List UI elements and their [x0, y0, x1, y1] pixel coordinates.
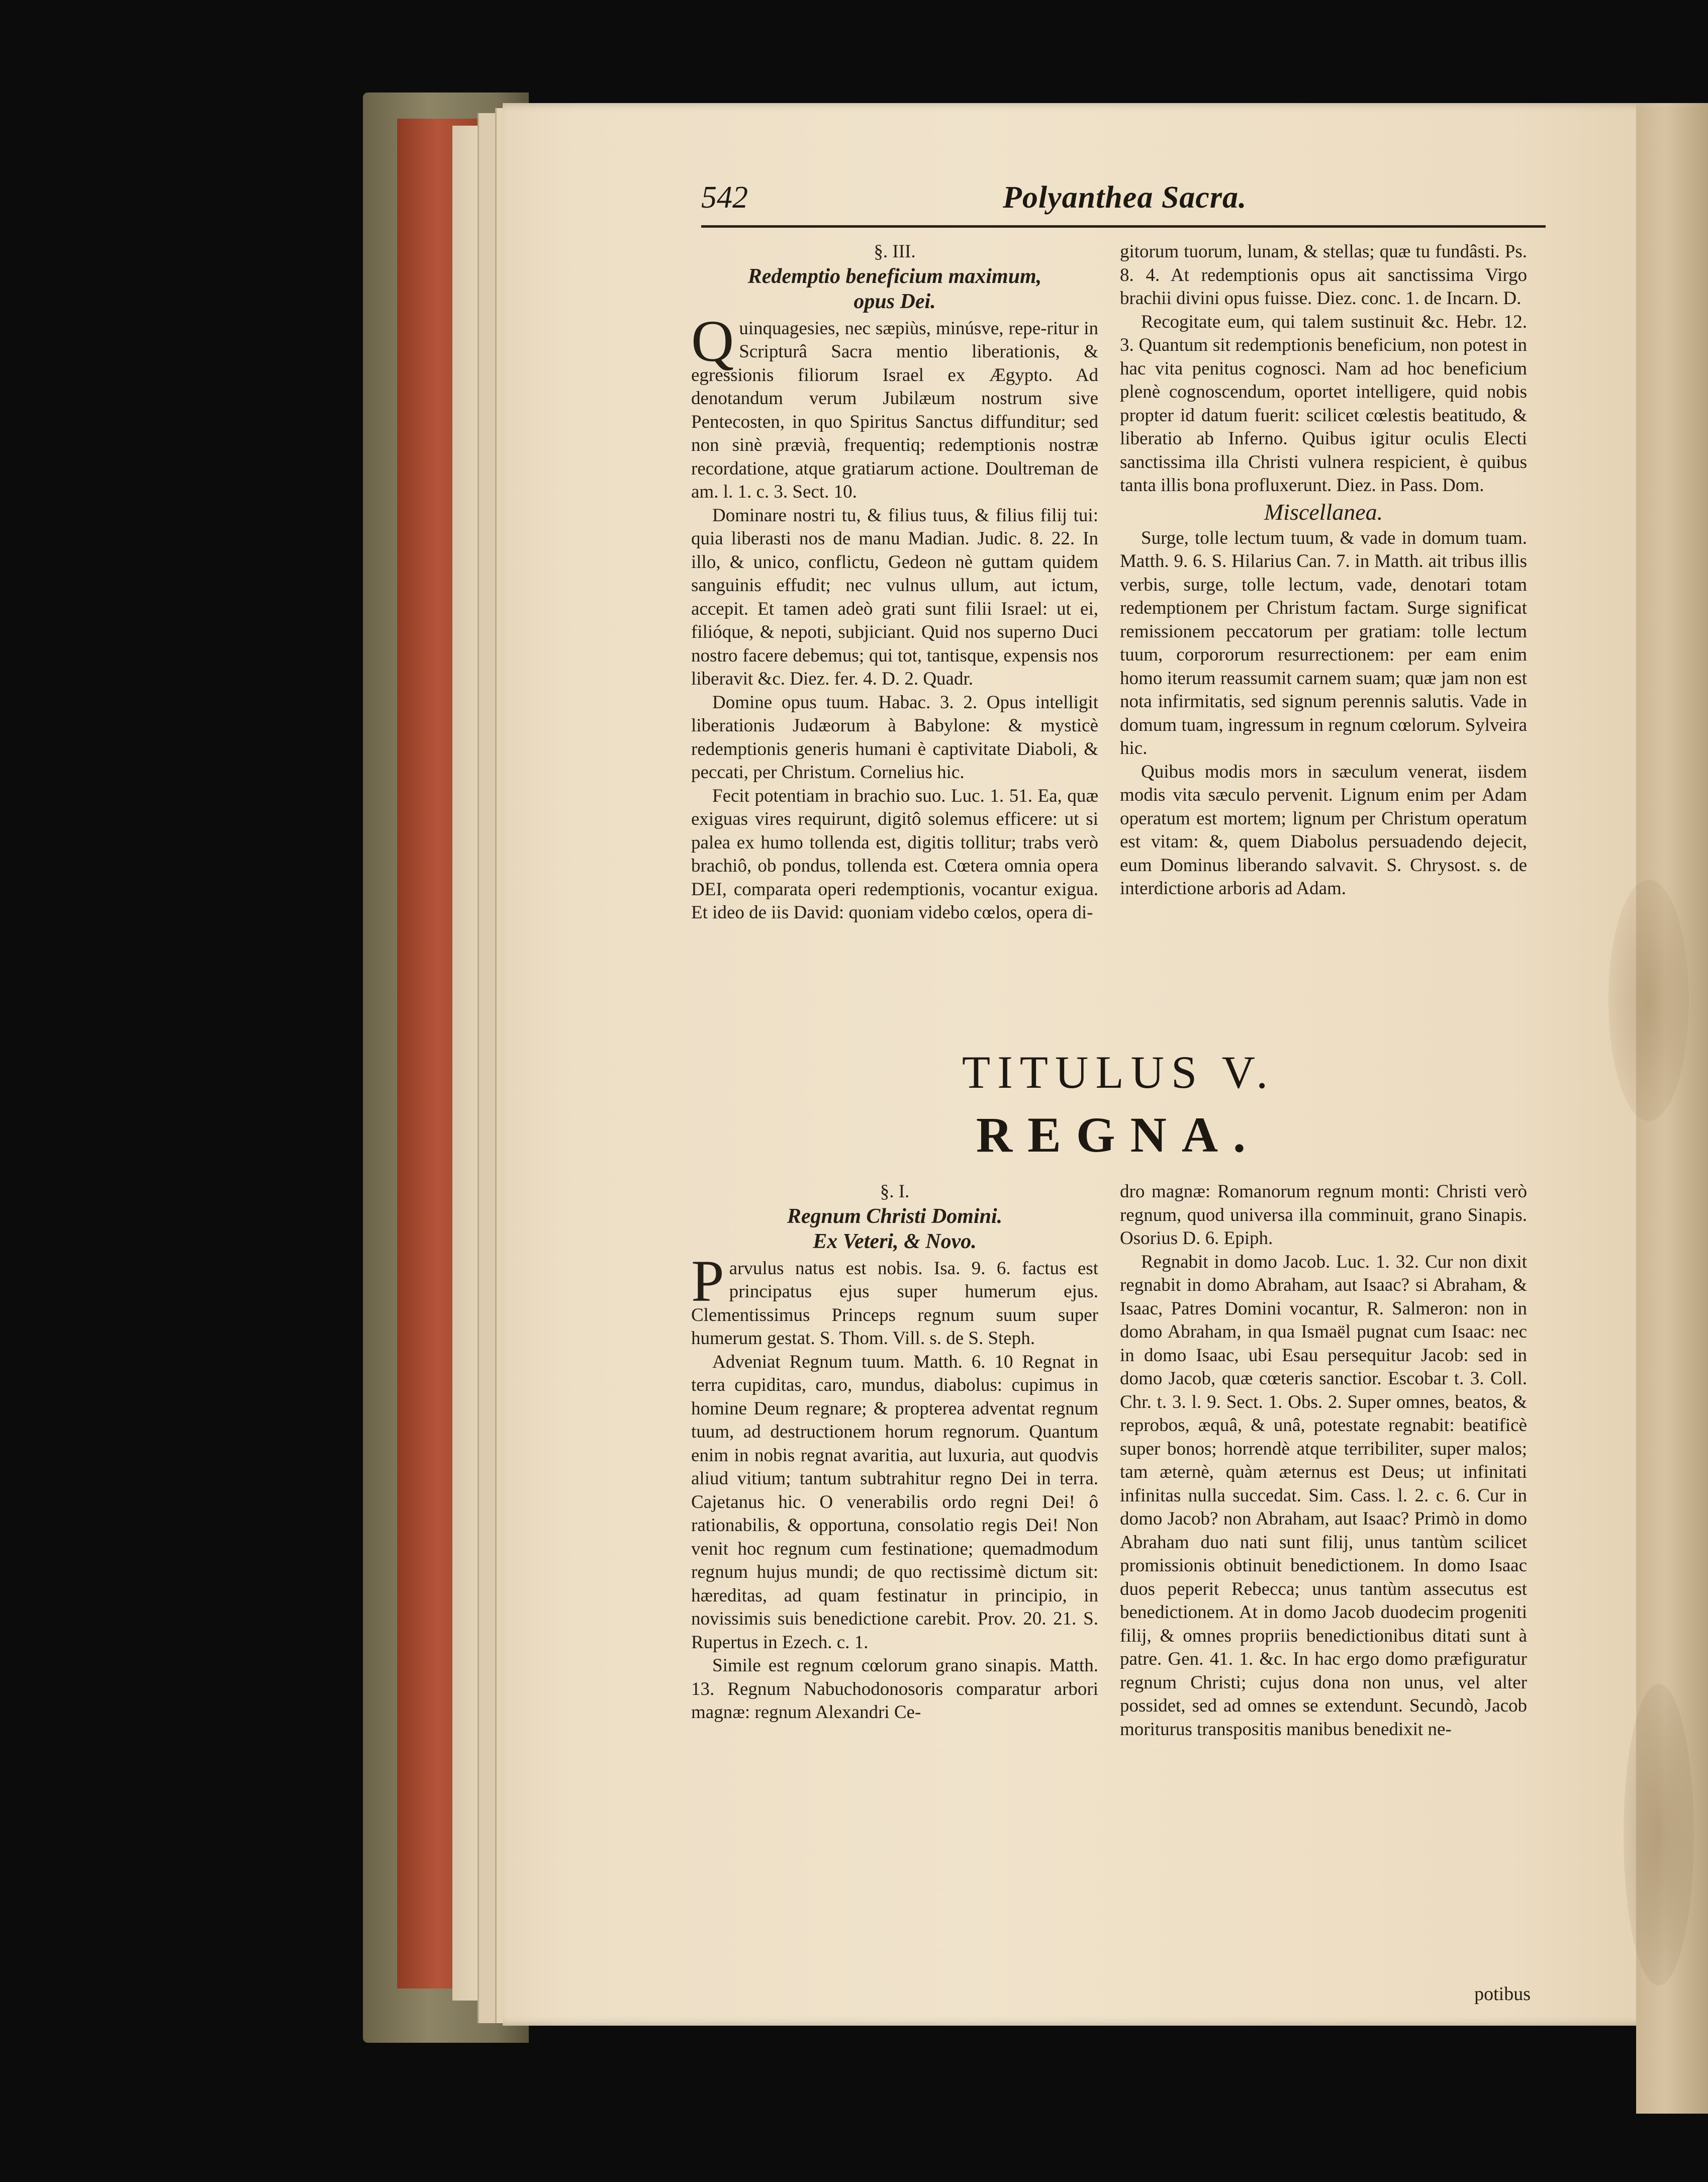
catchword: potibus	[1474, 1983, 1531, 2005]
paragraph: Domine opus tuum. Habac. 3. 2. Opus intelligit liberationis Judæorum à Babylone: & mysticè redemptionis generis humani è captivitate Diaboli, & peccati, per Christum. Cornelius hic.	[691, 692, 1098, 783]
paragraph: Regnabit in domo Jacob. Luc. 1. 32. Cur non dixit regnabit in domo Abraham, aut Isaac? si Abraham, & Isaac, Patres Domini vocantur, R. Salmeron: non in domo Abraham, in qua Ismaël pugnat cum Isaac: nec in domo Isaac, ubi Esau persequitur Jacob: sed in domo Jacob, quæ cœteris sanctior. Escobar t. 3. Coll. Chr. t. 3. l. 9. Sect. 1. Obs. 2. Super omnes, beatos, & reprobos, æquâ, & unâ, potestate regnabit: beatificè super bonos; horrendè atque terribiliter, super malos; tam æternè, quàm æternus est Deus; ut infinitati infinitas nulla succedat. Sim. Cass. l. 2. c. 6. Cur in domo Jacob? non Abraham, aut Isaac? Primò in domo Abraham duo nati sunt filij, unus tantùm scilicet promissionis obtinuit benedictionem. In domo Isaac duos peperit Rebecca; unus tantùm assecutus est benedictionem. At in domo Jacob duodecim progeniti filij, & omnes propriis benedictionibus ditati sunt à patre. Gen. 41. 1. &c. In hac ergo domo præfiguratur regnum Christi; cujus dona non unus, vel alter possidet, sed ad omnes se extendunt. Secundò, Jacob moriturus transpositis manibus benedixit ne-	[1120, 1251, 1527, 1740]
column-upper-right	[1120, 240, 1527, 901]
section-number: §. III.	[874, 241, 916, 262]
drop-cap: P	[691, 1248, 724, 1314]
running-head	[701, 180, 1546, 220]
paper-stain	[1624, 1684, 1694, 1985]
paragraph: Simile est regnum cœlorum grano sinapis. Matth. 13. Regnum Nabuchodonosoris comparatur arbori magnæ: regnum Alexandri Ce-	[691, 1655, 1098, 1723]
paragraph	[691, 1248, 1098, 1351]
column-upper-left	[691, 240, 1098, 925]
section-heading-line: Ex Veteri, & Novo.	[813, 1229, 977, 1253]
paragraph-text: arvulus natus est nobis. Isa. 9. 6. factus est principatus ejus super humerum ejus. Clementissimus Princeps regnum suum super humerum gestat. S. Thom. Vill. s. de S. Steph.	[691, 1258, 1098, 1349]
section-heading-line: Redemptio beneficium maximum,	[747, 264, 1042, 288]
paragraph	[691, 308, 1098, 504]
paragraph-text: uinquagesies, nec sæpiùs, minúsve, repe-ritur in Scripturâ Sacra mentio liberationis, & egressionis filiorum Israel ex Ægypto. Ad denotandum verum Jubilæum nostrum sive Pentecosten, in quo Spiritus Sanctus diffunditur; sed non sinè prævià, frequentiq; redemptionis nostræ recordatione, atque gratiarum actione. Doultreman de am. l. 1. c. 3. Sect. 10.	[691, 318, 1098, 502]
paragraph: Surge, tolle lectum tuum, & vade in domum tuam. Matth. 9. 6. S. Hilarius Can. 7. in Matth. ait tribus illis verbis, surge, tolle lectum, vade, denotari totam redemptionem per Christum factam. Surge significat remissionem peccatorum per gratiam: tolle lectum tuum, corpororum resurrectionem: per eam enim homo iterum reassumit carnem suam; quæ jam non est nota infirmitatis, sed signum perennis salutis. Vade in domum tuam, ingressum in regnum cœlorum. Sylveira hic.	[1120, 527, 1527, 758]
page-number: 542	[701, 180, 748, 215]
title-titulus: TITULUS V.	[962, 1047, 1275, 1098]
paragraph: Recogitate eum, qui talem sustinuit &c. Hebr. 12. 3. Quantum sit redemptionis beneficium, non potest in hac vita penitus cognosci. Nam ad hoc beneficium plenè cognoscendum, oportet intelligere, quid nobis propter id datum fuerit: scilicet cœlestis beatitudo, & liberatio ab Inferno. Quibus igitur oculis Electi sanctissima illa Christi vulnera respicient, è quibus tanta illis bona profluxerunt. Diez. in Pass. Dom.	[1120, 311, 1527, 496]
paragraph: Adveniat Regnum tuum. Matth. 6. 10 Regnat in terra cupiditas, caro, mundus, diabolus: cupimus in homine Deum regnare; & propterea adventat regnum tuum, ad destructionem horum regnorum. Quantum enim in nobis regnat avaritia, aut luxuria, aut quodvis aliud vitium; tantum subtrahitur regno Dei in terra. Cajetanus hic. O venerabilis ordo regni Dei! ô rationabilis, & opportuna, consolatio regis Dei! Non venit hoc regnum cum festinatione; quemadmodum regnum hujus mundi; de quo rectissimè dictum sit: hæreditas, ad quam festinatur in principio, in novissimis suis benedictione carebit. Prov. 20. 21. S. Rupertus in Ezech. c. 1.	[691, 1351, 1098, 1653]
column-lower-left	[691, 1180, 1098, 1725]
paragraph: Quibus modis mors in sæculum venerat, iisdem modis vita sæculo pervenit. Lignum enim per Adam operatum est mortem; lignum per Christum operatum est vitam: &, quem Diabolus persuadendo dejecit, eum Dominus liberando salvavit. S. Chrysost. s. de interdictione arboris ad Adam.	[1120, 761, 1527, 899]
paragraph: dro magnæ: Romanorum regnum monti: Christi verò regnum, quod universa illa comminuit, grano Sinapis. Osorius D. 6. Epiph.	[1120, 1181, 1527, 1249]
column-lower-right	[1120, 1180, 1527, 1741]
title-regna: REGNA.	[976, 1107, 1261, 1163]
paragraph: Fecit potentiam in brachio suo. Luc. 1. 51. Ea, quæ exiguas vires requirunt, digitô solemus efficere: ut si palea ex humo tollenda est, digitis tollitur; trabs verò brachiô, ob pondus, tollenda est. Cœtera omnia opera DEI, comparata operi redemptionis, vocantur exigua. Et ideo de iis David: quoniam videbo cœlos, opera di-	[691, 785, 1098, 923]
section-heading-line: opus Dei.	[853, 290, 936, 313]
subsection-heading: Miscellanea.	[1264, 499, 1383, 525]
paper-stain	[1608, 880, 1689, 1121]
paragraph: Dominare nostri tu, & filius tuus, & filius filij tui: quia liberasti nos de manu Madian. Judic. 8. 22. In illo, & unico, conflictu, Gedeon nè guttam quidem sanguinis effudit; nec vulnus ullum, aut ictum, accepit. Et tamen adeò grati sunt filii Israel: ut ei, filióque, & nepoti, subjiciant. Quid nos superno Duci nostro facere debemus; qui tot, tantisque, expensis nos liberavit &c. Diez. fer. 4. D. 2. Quadr.	[691, 505, 1098, 689]
paragraph: gitorum tuorum, lunam, & stellas; quæ tu fundâsti. Ps. 8. 4. At redemptionis opus ait sanctissima Virgo brachii divini opus fuisse. Diez. conc. 1. de Incarn. D.	[1120, 241, 1527, 309]
drop-cap: Q	[691, 308, 734, 374]
section-number: §. I.	[880, 1181, 910, 1202]
section-heading-line: Regnum Christi Domini.	[787, 1204, 1003, 1228]
running-title: Polyanthea Sacra.	[1003, 180, 1247, 215]
header-rule	[701, 225, 1546, 228]
